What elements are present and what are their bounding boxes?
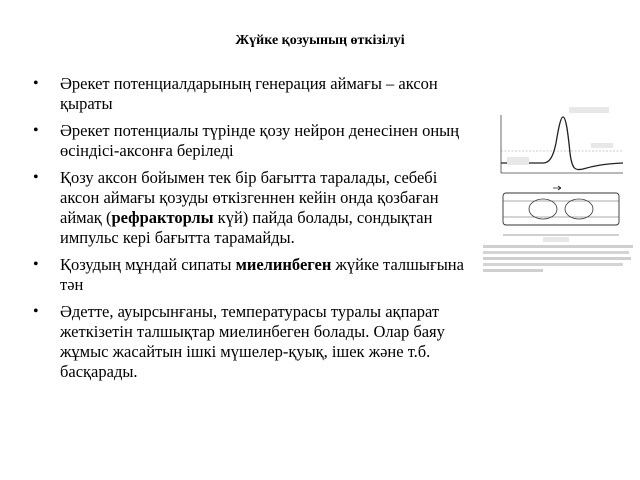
action-potential-figure xyxy=(483,103,635,283)
bullet-item xyxy=(33,255,473,295)
action-potential-graph xyxy=(501,107,623,173)
bullet-text: Әрекет потенциалдарының генерация аймағы – аксон қыраты xyxy=(60,74,438,113)
bullet-text: Әрекет потенциалы түрінде қозу нейрон денесінен оның өсіндісі-аксонға беріледі xyxy=(60,121,460,160)
axon-schematic xyxy=(503,186,619,242)
bullet-text: жүйке талшығына тән xyxy=(60,255,464,294)
bullet-text: Қозу аксон бойымен тек бір бағытта таралады, себебі аксон аймағы қозуды өткізгеннен кейін онда қозбаған аймақ ( xyxy=(60,168,439,227)
bullet-text: күй) пайда болады, сондықтан импульс кері бағытта тарамайды. xyxy=(60,208,433,247)
bullet-item xyxy=(33,302,473,382)
bullet-text: Қозудың мұндай сипаты xyxy=(60,255,236,274)
slide-title: Жүйке қозуының өткізілуі xyxy=(235,33,405,48)
bullet-item xyxy=(33,121,473,161)
bullet-list xyxy=(33,74,473,389)
bullet-item xyxy=(33,74,473,114)
bullet-emphasis: миелинбеген xyxy=(235,255,332,274)
bullet-text: Әдетте, ауырсынғаны, температурасы туралы ақпарат жеткізетін талшықтар миелинбеген болады. Олар баяу жұмыс жасайтын ішкі мүшелер-қуық, ішек және т.б. басқарады. xyxy=(60,302,445,381)
bullet-item xyxy=(33,168,473,248)
bullet-emphasis: рефракторлы xyxy=(111,208,214,227)
figure-caption xyxy=(483,245,633,272)
